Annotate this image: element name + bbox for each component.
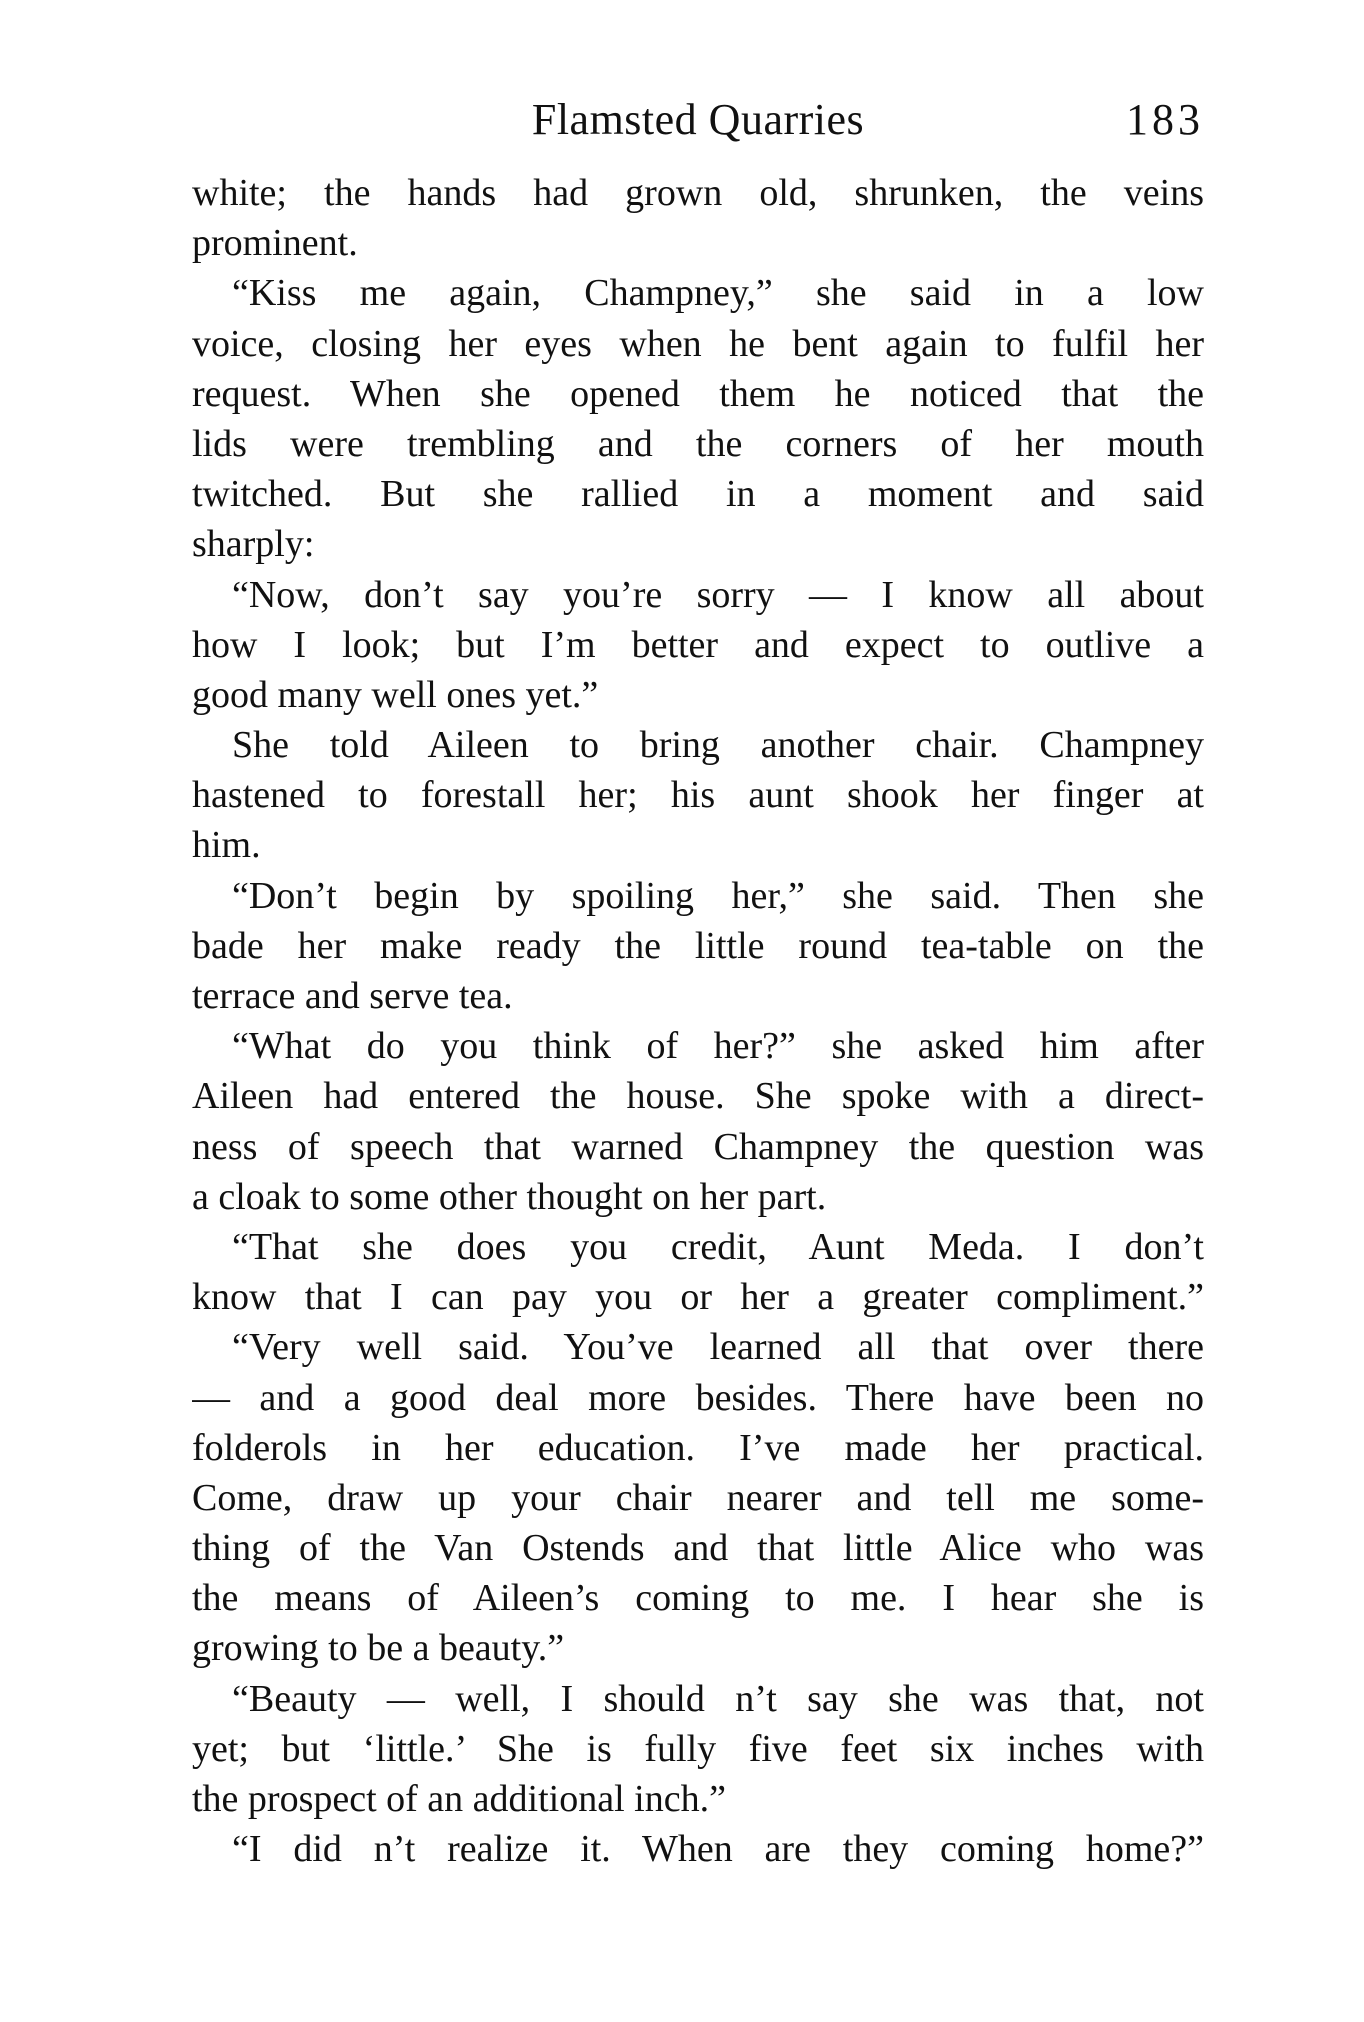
- text-line: “Very well said. You’ve learned all that over there: [232, 1326, 1204, 1369]
- text-line: how I look; but I’m better and expect to outlive a: [192, 623, 1204, 666]
- text-line: “What do you think of her?” she asked him after: [232, 1025, 1204, 1068]
- text-line: sharply:: [192, 523, 315, 566]
- text-line: thing of the Van Ostends and that little Alice who was: [192, 1527, 1204, 1570]
- text-line: the means of Aileen’s coming to me. I hear she is: [192, 1577, 1204, 1620]
- text-line: Come, draw up your chair nearer and tell me some-: [192, 1476, 1204, 1519]
- text-line: request. When she opened them he noticed that the: [192, 372, 1204, 415]
- text-line: white; the hands had grown old, shrunken, the veins: [192, 172, 1204, 214]
- text-line: terrace and serve tea.: [192, 975, 513, 1017]
- text-line: the prospect of an additional inch.”: [192, 1778, 726, 1820]
- text-line: “I did n’t realize it. When are they coming home?”: [232, 1828, 1204, 1871]
- running-title: Flamsted Quarries: [531, 95, 865, 144]
- body-text: [192, 168, 1204, 1874]
- page-number: 183: [1126, 95, 1204, 144]
- text-line: “Beauty — well, I should n’t say she was that, not: [232, 1677, 1204, 1720]
- text-line: growing to be a beauty.”: [192, 1627, 565, 1670]
- text-line: bade her make ready the little round tea-table on the: [192, 924, 1204, 967]
- text-line: hastened to forestall her; his aunt shook her finger at: [192, 774, 1204, 817]
- text-line: a cloak to some other thought on her part.: [192, 1175, 827, 1218]
- text-line: prominent.: [192, 222, 358, 265]
- running-head: [192, 92, 1204, 162]
- text-line: “Now, don’t say you’re sorry — I know all about: [232, 573, 1204, 616]
- text-line: him.: [192, 824, 261, 867]
- text-line: voice, closing her eyes when he bent again to fulfil her: [192, 322, 1204, 365]
- text-line: Aileen had entered the house. She spoke with a direct-: [192, 1075, 1204, 1118]
- text-line: ness of speech that warned Champney the question was: [192, 1125, 1204, 1168]
- text-line: know that I can pay you or her a greater compliment.”: [192, 1276, 1204, 1319]
- text-line: lids were trembling and the corners of her mouth: [192, 422, 1204, 465]
- text-line: yet; but ‘little.’ She is fully five feet six inches with: [192, 1727, 1204, 1770]
- text-line: twitched. But she rallied in a moment and said: [192, 473, 1204, 516]
- text-line: “Kiss me again, Champney,” she said in a low: [232, 272, 1204, 315]
- text-line: good many well ones yet.”: [192, 673, 599, 716]
- text-line: She told Aileen to bring another chair. Champney: [232, 724, 1204, 767]
- text-line: “Don’t begin by spoiling her,” she said. Then she: [232, 874, 1204, 917]
- text-line: folderols in her education. I’ve made her practical.: [192, 1426, 1204, 1469]
- text-line: “That she does you credit, Aunt Meda. I don’t: [232, 1225, 1204, 1268]
- text-line: — and a good deal more besides. There have been no: [192, 1376, 1204, 1419]
